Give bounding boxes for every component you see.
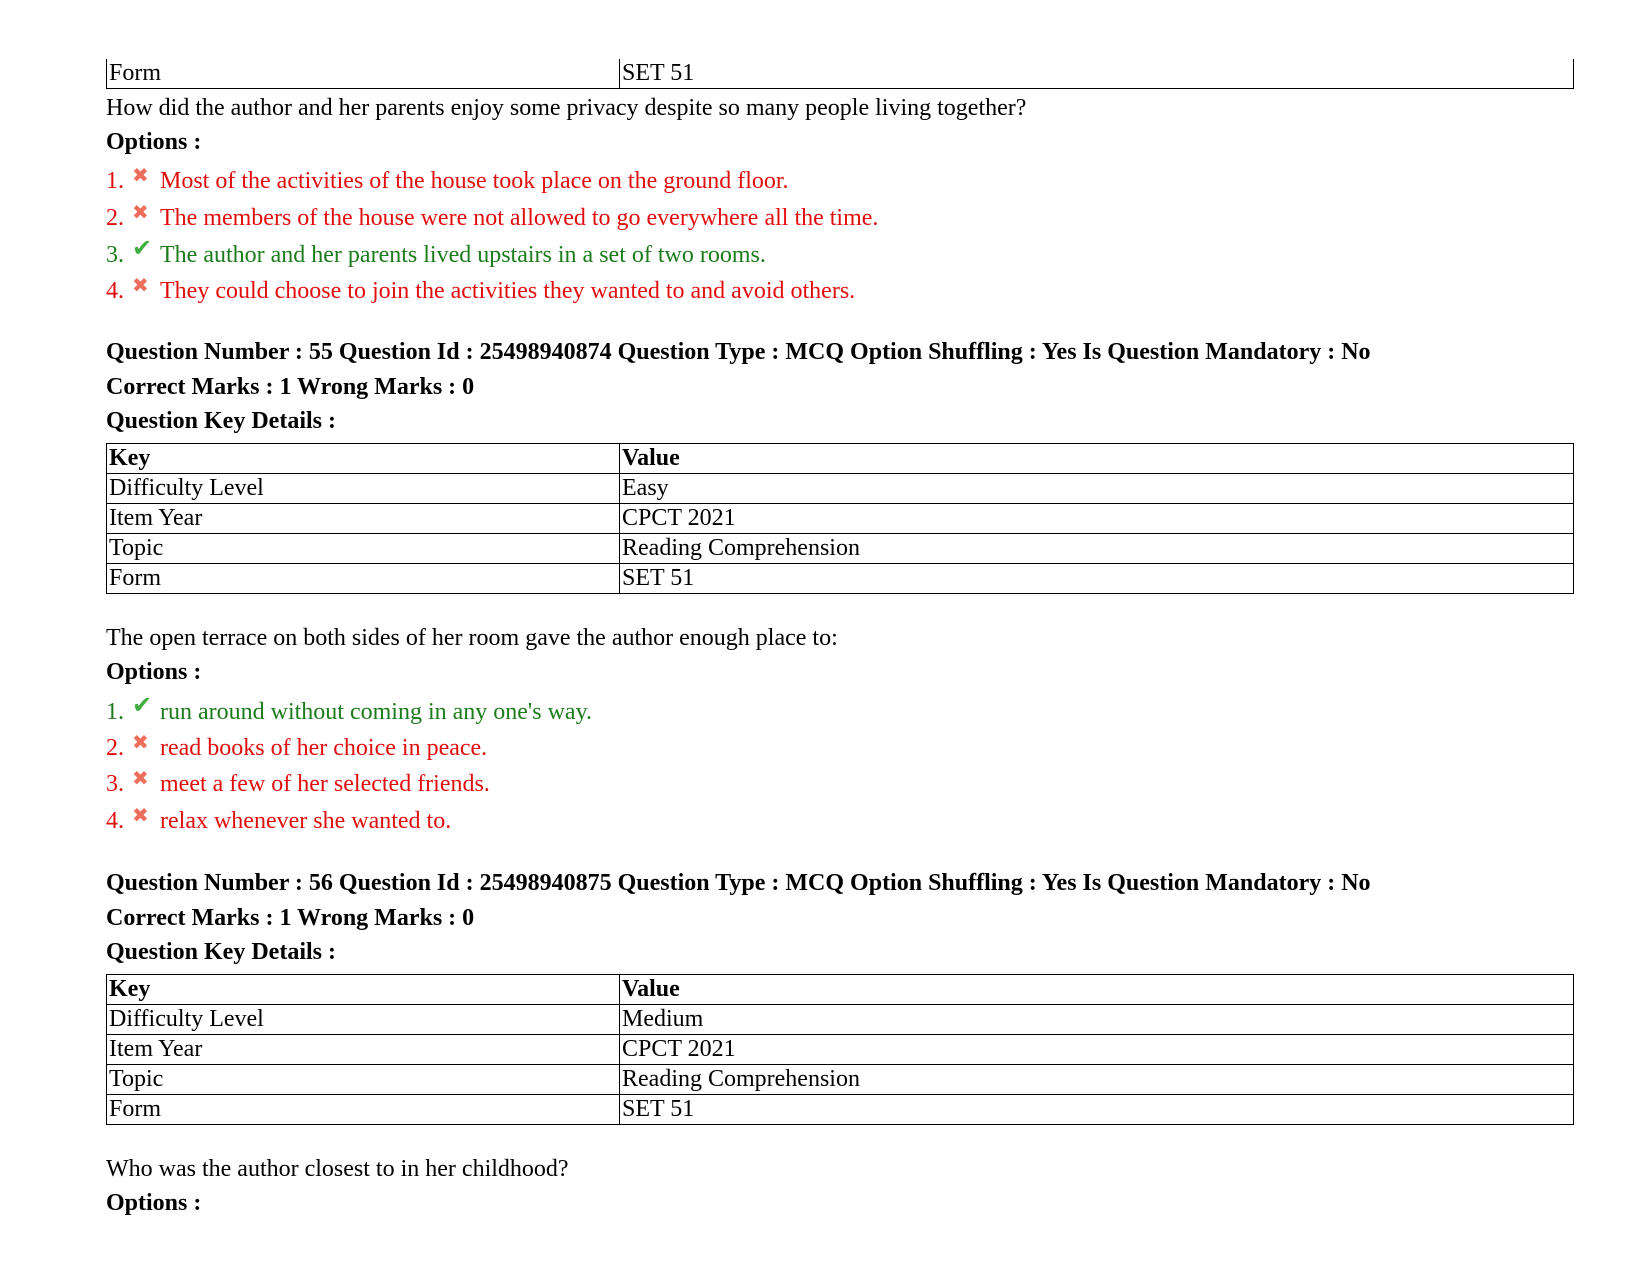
q55-option-3 bbox=[106, 765, 490, 798]
table-cell-key: Form bbox=[107, 564, 620, 594]
prev-option-2 bbox=[106, 199, 878, 232]
table-row bbox=[107, 1065, 1574, 1095]
option-text: Most of the activities of the house took place on the ground floor. bbox=[160, 168, 789, 194]
cross-mark-icon: ✖ bbox=[132, 275, 149, 297]
table-header-row bbox=[107, 444, 1574, 474]
q56-options-label: Options : bbox=[106, 1190, 202, 1216]
prev-option-1 bbox=[106, 162, 789, 195]
q55-key-details-label: Question Key Details : bbox=[106, 408, 336, 434]
cross-mark-icon: ✖ bbox=[132, 732, 149, 754]
option-text: run around without coming in any one's way. bbox=[160, 699, 593, 725]
table-row bbox=[107, 534, 1574, 564]
option-number: 3. bbox=[106, 771, 124, 797]
table-row bbox=[107, 504, 1574, 534]
option-number: 4. bbox=[106, 808, 124, 834]
table-row bbox=[107, 1035, 1574, 1065]
option-number: 4. bbox=[106, 278, 124, 304]
option-text: meet a few of her selected friends. bbox=[160, 771, 490, 797]
table-header-value: Value bbox=[620, 975, 1574, 1005]
option-text: They could choose to join the activities they wanted to and avoid others. bbox=[160, 278, 856, 304]
option-number: 2. bbox=[106, 735, 124, 761]
table-cell-key: Difficulty Level bbox=[107, 474, 620, 504]
table-cell-value: SET 51 bbox=[620, 1095, 1574, 1125]
check-mark-icon: ✔ bbox=[132, 693, 153, 719]
table-cell-value: Medium bbox=[620, 1005, 1574, 1035]
table-cell-key: Form bbox=[107, 59, 620, 89]
cross-mark-icon: ✖ bbox=[132, 768, 149, 790]
q55-marks: Correct Marks : 1 Wrong Marks : 0 bbox=[106, 374, 475, 400]
option-text: read books of her choice in peace. bbox=[160, 735, 488, 761]
table-header-value: Value bbox=[620, 444, 1574, 474]
table-cell-key: Form bbox=[107, 1095, 620, 1125]
table-row bbox=[107, 1005, 1574, 1035]
cross-mark-icon: ✖ bbox=[132, 165, 149, 187]
table-cell-value: Reading Comprehension bbox=[620, 534, 1574, 564]
check-mark-icon: ✔ bbox=[132, 236, 153, 262]
cross-mark-icon: ✖ bbox=[132, 202, 149, 224]
q56-key-details-table bbox=[106, 974, 1574, 1125]
prev-key-details-table bbox=[106, 59, 1574, 89]
table-cell-value: CPCT 2021 bbox=[620, 1035, 1574, 1065]
table-cell-value: SET 51 bbox=[620, 59, 1574, 89]
table-cell-value: CPCT 2021 bbox=[620, 504, 1574, 534]
q55-option-1 bbox=[106, 692, 592, 726]
q56-question-text: Who was the author closest to in her childhood? bbox=[106, 1156, 569, 1182]
table-header-key: Key bbox=[107, 975, 620, 1005]
q55-question-text: The open terrace on both sides of her room gave the author enough place to: bbox=[106, 625, 838, 651]
q55-option-2 bbox=[106, 729, 487, 762]
prev-options-label: Options : bbox=[106, 129, 202, 155]
table-cell-key: Item Year bbox=[107, 504, 620, 534]
table-cell-key: Difficulty Level bbox=[107, 1005, 620, 1035]
q56-marks: Correct Marks : 1 Wrong Marks : 0 bbox=[106, 905, 475, 931]
option-number: 2. bbox=[106, 205, 124, 231]
table-row bbox=[107, 59, 1574, 89]
q55-options-label: Options : bbox=[106, 659, 202, 685]
q55-option-4 bbox=[106, 802, 451, 835]
prev-question-text: How did the author and her parents enjoy some privacy despite so many people living together? bbox=[106, 95, 1027, 121]
table-row bbox=[107, 1095, 1574, 1125]
table-cell-value: Easy bbox=[620, 474, 1574, 504]
option-text: The members of the house were not allowed to go everywhere all the time. bbox=[160, 205, 879, 231]
table-cell-key: Topic bbox=[107, 1065, 620, 1095]
table-cell-value: Reading Comprehension bbox=[620, 1065, 1574, 1095]
table-header-key: Key bbox=[107, 444, 620, 474]
option-number: 3. bbox=[106, 242, 124, 268]
option-text: The author and her parents lived upstairs in a set of two rooms. bbox=[160, 242, 766, 268]
table-cell-key: Topic bbox=[107, 534, 620, 564]
table-header-row bbox=[107, 975, 1574, 1005]
table-row bbox=[107, 474, 1574, 504]
table-cell-key: Item Year bbox=[107, 1035, 620, 1065]
option-number: 1. bbox=[106, 699, 124, 725]
cross-mark-icon: ✖ bbox=[132, 805, 149, 827]
prev-option-3 bbox=[106, 235, 766, 269]
table-row bbox=[107, 564, 1574, 594]
prev-option-4 bbox=[106, 272, 855, 305]
q56-key-details-label: Question Key Details : bbox=[106, 939, 336, 965]
table-cell-value: SET 51 bbox=[620, 564, 1574, 594]
q55-key-details-table bbox=[106, 443, 1574, 594]
option-number: 1. bbox=[106, 168, 124, 194]
option-text: relax whenever she wanted to. bbox=[160, 808, 452, 834]
q55-header: Question Number : 55 Question Id : 25498940874 Question Type : MCQ Option Shuffling : Yes Is Question Mandatory : No bbox=[106, 339, 1371, 365]
q56-header: Question Number : 56 Question Id : 25498940875 Question Type : MCQ Option Shuffling : Yes Is Question Mandatory : No bbox=[106, 870, 1371, 896]
